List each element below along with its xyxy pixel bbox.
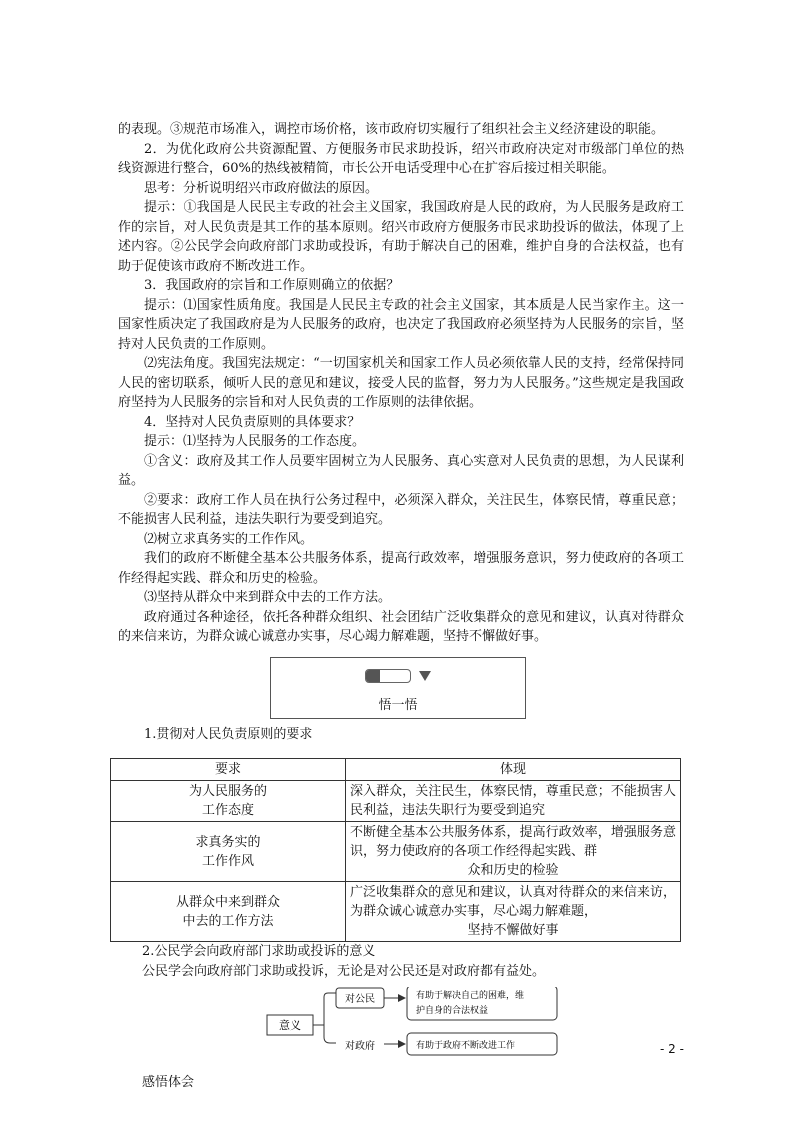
toggle-pill-icon	[365, 669, 411, 683]
table-cell-manifestation	[346, 781, 681, 822]
closing-heading: 感悟体会	[142, 1075, 195, 1090]
arrow-head-icon	[398, 1040, 406, 1048]
section-title: 1.贯彻对人民负责原则的要求	[144, 726, 313, 742]
manifestation-text-tail: 众和历史的检验	[467, 863, 559, 878]
diagram-root: 意义	[279, 1019, 301, 1032]
paragraph: 公民学会向政府部门求助或投诉，无论是对公民还是对政府都有益处。	[142, 963, 546, 979]
paragraph: 思考：分析说明绍兴市政府做法的原因。	[144, 180, 379, 196]
requirement-line: 为人民服务的	[188, 784, 267, 799]
section-title: 2.公民学会向政府部门求助或投诉的意义	[142, 944, 376, 959]
manifestation-text: 不断健全基本公共服务体系，提高行政效率，增强服务意识，努力使政府的各项工作经得起实践、群	[350, 825, 676, 859]
paragraph: ⑶坚持从群众中来到群众中去的工作方法。	[144, 590, 392, 605]
diagram-branch-government: 对政府	[345, 1041, 375, 1052]
requirements-table	[110, 758, 681, 942]
table-cell-manifestation	[346, 822, 681, 882]
table-header-row	[111, 759, 681, 781]
table-cell-requirement	[111, 781, 346, 822]
table-row	[111, 882, 681, 942]
diagram-connector	[313, 993, 330, 1043]
paragraph: 提示：⑴坚持为人民服务的工作态度。	[144, 434, 366, 449]
table-row	[111, 822, 681, 882]
paragraph: 提示：⑴国家性质角度。我国是人民民主专政的社会主义国家，其本质是人民当家作主。这一国家性质决定了我国政府是为人民服务的政府，也决定了我国政府必须坚持为人民服务的宗旨，坚持对人民负责的工作原则。	[118, 297, 684, 352]
table-cell-manifestation	[346, 882, 681, 942]
diagram-leaf-government: 有助于政府不断改进工作	[416, 1041, 516, 1051]
manifestation-text: 广泛收集群众的意见和建议，认真对待群众的来信来访，为群众诚心诚意办实事，尽心竭力解难题，	[350, 885, 676, 919]
table-cell-requirement	[111, 882, 346, 942]
diagram-branch-citizen: 对公民	[345, 994, 375, 1005]
table-row	[111, 781, 681, 822]
paragraph: 我们的政府不断健全基本公共服务体系，提高行政效率，增强服务意识，努力使政府的各项工作经得起实践、群众和历史的检验。	[118, 551, 684, 586]
document-body	[118, 120, 684, 1093]
paragraph: 政府通过各种途径，依托各种群众组织、社会团结广泛收集群众的意见和建议，认真对待群众的来信来访，为群众诚心诚意办实事，尽心竭力解难题，坚持不懈做好事。	[118, 609, 684, 644]
callout-label: 悟一悟	[378, 697, 418, 713]
manifestation-text: 深入群众，关注民生，体察民情，尊重民意；不能损害人民利益，违法失职行为要受到追究	[350, 784, 676, 818]
significance-diagram	[266, 987, 566, 1059]
paragraph: 3．我国政府的宗旨和工作原则确立的依据？	[144, 278, 400, 293]
paragraph: 4．坚持对人民负责原则的具体要求？	[144, 414, 361, 430]
table-header: 体现	[346, 759, 681, 781]
requirement-line: 求真务实的	[195, 834, 261, 850]
requirement-line: 工作态度	[201, 803, 254, 818]
manifestation-text-tail: 坚持不懈做好事	[467, 923, 559, 938]
paragraph: 提示：①我国是人民民主专政的社会主义国家，我国政府是人民的政府，为人民服务是政府工作的宗旨，对人民负责是其工作的基本原则。绍兴市政府方便服务市民求助投诉的做法，体现了上述内容。②公民学会向政府部门求助或投诉，有助于解决自己的困难，维护自身的合法权益，也有助于促使该市政府不断改进工作。	[118, 200, 684, 274]
requirement-line: 工作作风	[201, 853, 254, 869]
arrow-head-icon	[398, 994, 406, 1002]
paragraph: 的表现。③规范市场准入，调控市场价格，该市政府切实履行了组织社会主义经济建设的职能。	[118, 122, 665, 137]
paragraph: ⑵树立求真务实的工作作风。	[144, 531, 314, 547]
triangle-down-icon	[419, 671, 431, 681]
paragraph: ①含义：政府及其工作人员要牢固树立为人民服务、真心实意对人民负责的思想，为人民谋利益。	[118, 453, 684, 488]
table-cell-requirement	[111, 822, 346, 882]
diagram-leaf-citizen: 护自身的合法权益	[416, 1006, 489, 1016]
page-number: - 2 -	[660, 1042, 684, 1056]
table-header: 要求	[111, 759, 346, 781]
diagram-leaf-citizen: 有助于解决自己的困难，维	[416, 991, 525, 1001]
paragraph: 2．为优化政府公共资源配置、方便服务市民求助投诉，绍兴市政府决定对市级部门单位的热线资源进行整合，60%的热线被精简，市长公开电话受理中心在扩容后接过相关职能。	[118, 141, 684, 176]
callout-box	[270, 657, 526, 719]
paragraph: ⑵宪法角度。我国宪法规定：“一切国家机关和国家工作人员必须依靠人民的支持，经常保持同人民的密切联系，倾听人民的意见和建议，接受人民的监督，努力为人民服务。”这些规定是我国政府坚持为人民服务的宗旨和对人民负责的工作原则的法律依据。	[118, 356, 684, 410]
requirement-line: 中去的工作方法	[182, 913, 274, 929]
paragraph: ②要求：政府工作人员在执行公务过程中，必须深入群众，关注民生，体察民情，尊重民意；不能损害人民利益，违法失职行为要受到追究。	[118, 492, 684, 527]
requirement-line: 从群众中来到群众	[175, 894, 280, 910]
